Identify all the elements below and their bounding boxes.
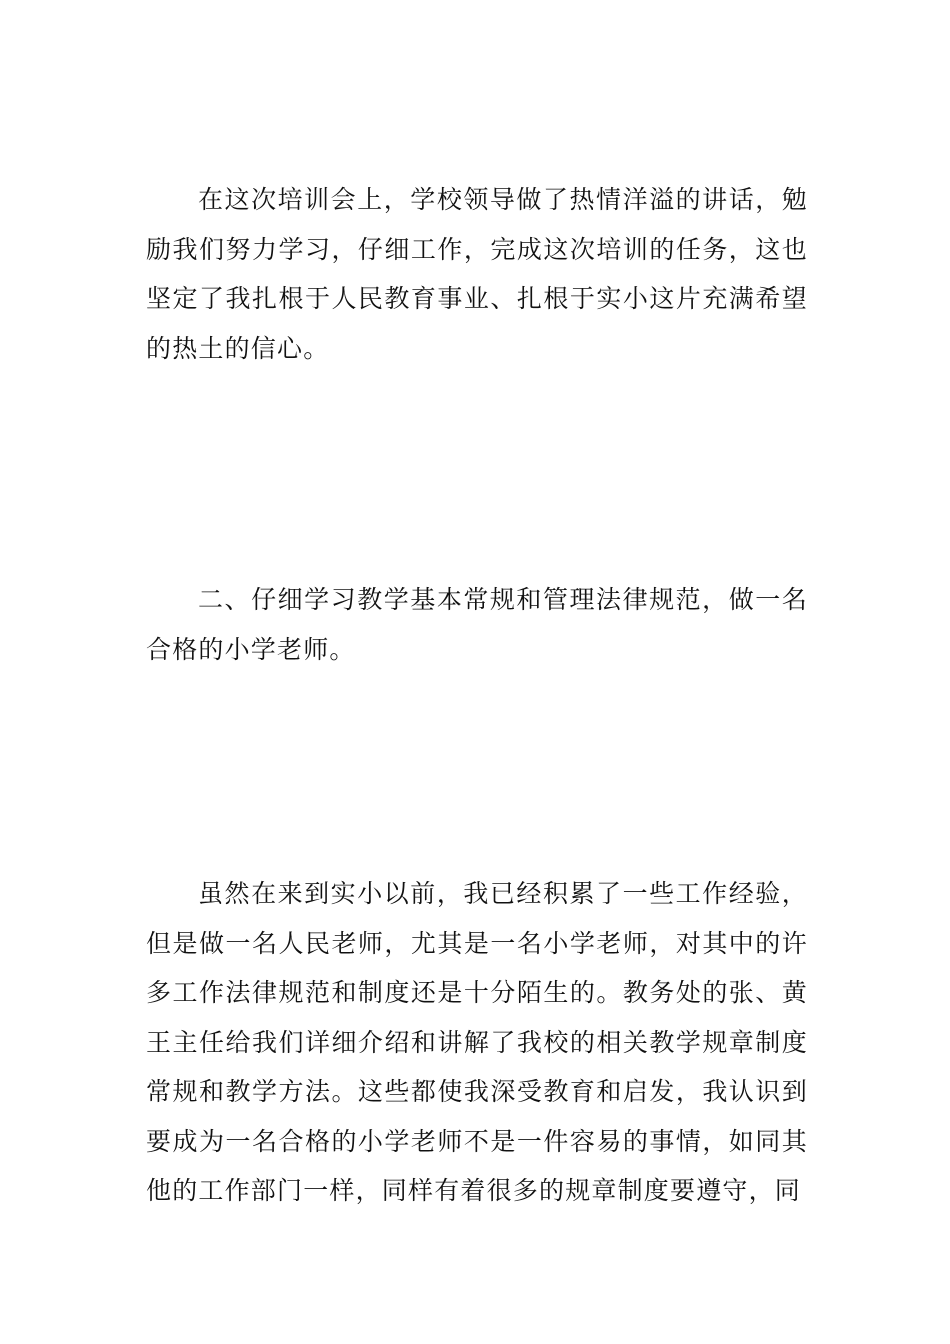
body-paragraph-training-meeting: 在这次培训会上，学校领导做了热情洋溢的讲话，勉励我们努力学习，仔细工作，完成这次培训的任务，这也坚定了我扎根于人民教育事业、扎根于实小这片充满希望的热土的信心。 bbox=[146, 185, 808, 363]
section-heading-two: 二、仔细学习教学基本常规和管理法律规范，做一名合格的小学老师。 bbox=[146, 585, 808, 664]
body-paragraph-regulations: 虽然在来到实小以前，我已经积累了一些工作经验，但是做一名人民老师，尤其是一名小学老师，对其中的许多工作法律规范和制度还是十分陌生的。教务处的张、黄王主任给我们详细介绍和讲解了我校的相关教学规章制度常规和教学方法。这些都使我深受教育和启发，我认识到要成为一名合格的小学老师不是一件容易的事情，如同其他的工作部门一样，同样有着很多的规章制度要遵守，同 bbox=[146, 879, 808, 1205]
